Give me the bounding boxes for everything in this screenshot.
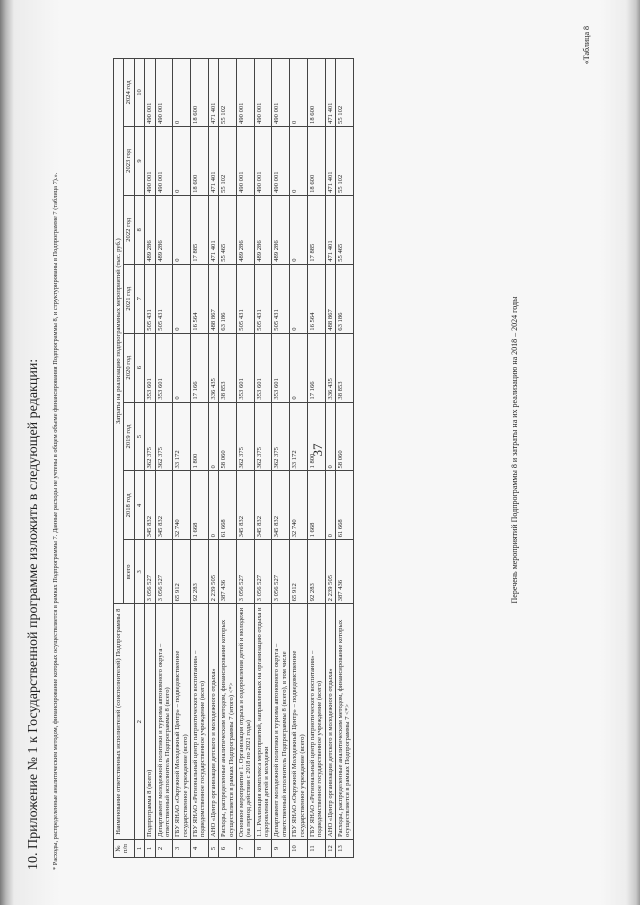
row-name: ГБУ ЯНАО «Окружной Молодежный Центр» – подведомственное государственное учреждение (всего) (290, 604, 308, 840)
row-year-value: 16 564 (307, 264, 325, 333)
row-year-value: 471 401 (208, 59, 218, 127)
row-number: 7 (236, 840, 254, 858)
row-year-value: 490 001 (155, 59, 173, 127)
row-year-value: 0 (208, 471, 218, 540)
row-total: 3 056 527 (272, 540, 290, 604)
row-year-value: 17 166 (307, 333, 325, 402)
row-year-value: 505 431 (236, 264, 254, 333)
row-number: 12 (325, 840, 335, 858)
row-year-value: 353 601 (272, 333, 290, 402)
row-year-value: 18 600 (191, 59, 209, 127)
row-year-value: 353 601 (254, 333, 272, 402)
row-name: ГБУ ЯНАО «Региональный центр патриотического воспитания» – подведомственное государственное учреждение (всего) (191, 604, 209, 840)
row-year-value: 336 435 (208, 333, 218, 402)
col-number: 5 (134, 402, 144, 471)
table-row (219, 59, 237, 858)
row-name: Расходы, распределенные аналитическим методом, финансирование которых осуществляется в рамках Подпрограммы 7 <*> (336, 604, 354, 840)
row-year-value: 0 (325, 471, 335, 540)
row-year-value: 488 867 (208, 264, 218, 333)
row-year-value: 490 001 (236, 59, 254, 127)
row-year-value: 471 401 (325, 126, 335, 195)
table-row (173, 59, 191, 858)
row-year-value: 58 060 (219, 402, 237, 471)
row-year-value: 33 172 (290, 402, 308, 471)
row-year-value: 17 166 (191, 333, 209, 402)
row-year-value: 0 (290, 59, 308, 127)
table-caption: Перечень мероприятий Подпрограммы 8 и затраты на их реализацию на 2018 – 2024 годы (510, 296, 519, 604)
header-year: 2019 год (124, 402, 134, 471)
table-row (208, 59, 218, 858)
row-total: 65 912 (173, 540, 191, 604)
row-year-value: 353 601 (236, 333, 254, 402)
row-year-value: 490 001 (254, 126, 272, 195)
row-year-value: 362 375 (236, 402, 254, 471)
row-year-value: 345 832 (155, 471, 173, 540)
row-year-value: 0 (290, 195, 308, 264)
header-num: № п/п (114, 840, 135, 858)
row-year-value: 55 102 (336, 59, 354, 127)
row-total: 92 283 (191, 540, 209, 604)
header-year: 2020 год (124, 333, 134, 402)
row-year-value: 61 668 (219, 471, 237, 540)
row-year-value: 58 060 (336, 402, 354, 471)
row-year-value: 490 001 (272, 59, 290, 127)
row-name: АНО «Центр организации детского и молодежного отдыха» (325, 604, 335, 840)
row-name: Департамент молодежной политики и туризма автономного округа – ответственный исполнитель Подпрограммы 8 (всего), в том числе (272, 604, 290, 840)
col-number: 2 (134, 604, 144, 840)
row-year-value: 505 431 (272, 264, 290, 333)
row-year-value: 489 286 (145, 195, 155, 264)
col-number: 9 (134, 126, 144, 195)
row-year-value: 0 (325, 402, 335, 471)
row-number: 8 (254, 840, 272, 858)
row-year-value: 55 102 (336, 126, 354, 195)
row-year-value: 33 172 (173, 402, 191, 471)
table-row (325, 59, 335, 858)
row-year-value: 0 (290, 126, 308, 195)
row-year-value: 345 832 (145, 471, 155, 540)
table-row (155, 59, 173, 858)
row-total: 2 239 505 (325, 540, 335, 604)
row-year-value: 336 435 (325, 333, 335, 402)
row-year-value: 63 186 (219, 264, 237, 333)
table-header (114, 59, 145, 858)
footnote: * Расходы, распределенные аналитическим методом, финансирование которых осуществляется в рамках Подпрограммы 7. Данные расходы не учтены в общем объеме финансирования Подпрограммы 8, и структурированы в Подпрограмме 7 (таблица 7).». (52, 172, 59, 870)
table-row (145, 59, 155, 858)
table-row (307, 59, 325, 858)
col-number: 7 (134, 264, 144, 333)
row-year-value: 490 001 (236, 126, 254, 195)
table-row (336, 59, 354, 858)
row-year-value: 17 885 (307, 195, 325, 264)
row-year-value: 345 832 (272, 471, 290, 540)
row-year-value: 362 375 (145, 402, 155, 471)
row-number: 1 (145, 840, 155, 858)
row-year-value: 32 740 (290, 471, 308, 540)
row-name: АНО «Центр организации детского и молодежного отдыха» (208, 604, 218, 840)
row-name: ГБУ ЯНАО «Окружной Молодежный Центр» – подведомственное государственное учреждение (всего) (173, 604, 191, 840)
row-year-value: 55 102 (219, 59, 237, 127)
header-year: 2022 год (124, 195, 134, 264)
table-row (191, 59, 209, 858)
header-total: всего (124, 540, 134, 604)
row-year-value: 505 431 (155, 264, 173, 333)
row-year-value: 0 (208, 402, 218, 471)
row-name: Департамент молодежной политики и туризма автономного округа – ответственный исполнитель Подпрограммы 8 (всего) (155, 604, 173, 840)
row-number: 9 (272, 840, 290, 858)
row-number: 5 (208, 840, 218, 858)
row-year-value: 0 (173, 59, 191, 127)
row-total: 387 436 (336, 540, 354, 604)
row-year-value: 471 401 (325, 59, 335, 127)
row-year-value: 490 001 (145, 59, 155, 127)
row-year-value: 490 001 (155, 126, 173, 195)
row-year-value: 0 (290, 264, 308, 333)
row-number: 10 (290, 840, 308, 858)
row-year-value: 0 (173, 264, 191, 333)
row-year-value: 490 001 (272, 126, 290, 195)
row-total: 2 239 505 (208, 540, 218, 604)
row-year-value: 18 600 (191, 126, 209, 195)
header-name: Наименование ответственных исполнителей (соисполнителей) Подпрограммы 8 (114, 604, 135, 840)
col-number: 8 (134, 195, 144, 264)
header-costs: Затраты на реализацию подпрограммных мероприятий (тыс. руб.) (114, 59, 124, 604)
row-year-value: 55 465 (336, 195, 354, 264)
row-year-value: 38 853 (336, 333, 354, 402)
col-number: 10 (134, 59, 144, 127)
row-year-value: 471 401 (325, 195, 335, 264)
row-number: 2 (155, 840, 173, 858)
table-body (145, 59, 354, 858)
row-year-value: 18 600 (307, 59, 325, 127)
row-year-value: 345 832 (236, 471, 254, 540)
row-year-value: 55 102 (219, 126, 237, 195)
row-year-value: 505 431 (145, 264, 155, 333)
row-year-value: 17 885 (191, 195, 209, 264)
header-year: 2021 год (124, 264, 134, 333)
header-year: 2023 год (124, 126, 134, 195)
amendment-heading: 10. Приложение № 1 к Государственной программе изложить в следующей редакции: (26, 358, 41, 870)
row-year-value: 0 (290, 333, 308, 402)
row-year-value: 489 286 (254, 195, 272, 264)
row-year-value: 489 286 (155, 195, 173, 264)
row-number: 11 (307, 840, 325, 858)
col-number: 3 (134, 540, 144, 604)
header-year: 2024 год (124, 59, 134, 127)
row-number: 3 (173, 840, 191, 858)
row-year-value: 362 375 (155, 402, 173, 471)
row-name: 1.1. Реализация комплекса мероприятий, направленных на организацию отдыха и оздоровления детей и молодежи (254, 604, 272, 840)
col-number: 6 (134, 333, 144, 402)
rotated-landscape-page (18, 20, 618, 880)
row-year-value: 362 375 (254, 402, 272, 471)
table-row (272, 59, 290, 858)
row-name: Основное мероприятие 1. Организация отдыха и оздоровления детей и молодежи (на период действия с 2018 по 2021 годы) (236, 604, 254, 840)
row-year-value: 18 600 (307, 126, 325, 195)
row-year-value: 1 668 (191, 471, 209, 540)
row-total: 65 912 (290, 540, 308, 604)
row-year-value: 490 001 (254, 59, 272, 127)
row-year-value: 489 286 (236, 195, 254, 264)
row-year-value: 353 601 (145, 333, 155, 402)
activities-table (113, 58, 354, 858)
row-year-value: 1 800 (307, 402, 325, 471)
row-year-value: 490 001 (145, 126, 155, 195)
col-number: 1 (134, 840, 144, 858)
row-number: 6 (219, 840, 237, 858)
row-total: 3 056 527 (145, 540, 155, 604)
row-name: Расходы, распределенные аналитическим методом, финансирование которых осуществляется в рамках Подпрограммы 7 (итого) <*> (219, 604, 237, 840)
row-total: 3 056 527 (254, 540, 272, 604)
row-year-value: 0 (173, 126, 191, 195)
table-row (290, 59, 308, 858)
col-number: 4 (134, 471, 144, 540)
row-year-value: 362 375 (272, 402, 290, 471)
row-year-value: 0 (173, 333, 191, 402)
row-total: 92 283 (307, 540, 325, 604)
row-year-value: 32 740 (173, 471, 191, 540)
row-year-value: 38 853 (219, 333, 237, 402)
row-year-value: 471 401 (208, 126, 218, 195)
row-total: 387 436 (219, 540, 237, 604)
table-row (236, 59, 254, 858)
row-year-value: 16 564 (191, 264, 209, 333)
row-year-value: 471 401 (208, 195, 218, 264)
row-number: 13 (336, 840, 354, 858)
row-number: 4 (191, 840, 209, 858)
row-year-value: 63 186 (336, 264, 354, 333)
row-year-value: 505 431 (254, 264, 272, 333)
row-name: Подпрограмма 8 (всего) (145, 604, 155, 840)
table-tag: «Таблица 8 (582, 26, 591, 65)
row-year-value: 1 668 (307, 471, 325, 540)
row-total: 3 056 527 (236, 540, 254, 604)
row-year-value: 353 601 (155, 333, 173, 402)
table-row (254, 59, 272, 858)
row-name: ГБУ ЯНАО «Региональный центр патриотического воспитания» – подведомственное государственное учреждение (всего) (307, 604, 325, 840)
row-year-value: 488 867 (325, 264, 335, 333)
row-year-value: 345 832 (254, 471, 272, 540)
row-year-value: 0 (173, 195, 191, 264)
row-year-value: 61 668 (336, 471, 354, 540)
row-total: 3 056 527 (155, 540, 173, 604)
header-year: 2018 год (124, 471, 134, 540)
row-year-value: 489 286 (272, 195, 290, 264)
row-year-value: 1 800 (191, 402, 209, 471)
row-year-value: 55 465 (219, 195, 237, 264)
page-number: 37 (310, 443, 325, 457)
